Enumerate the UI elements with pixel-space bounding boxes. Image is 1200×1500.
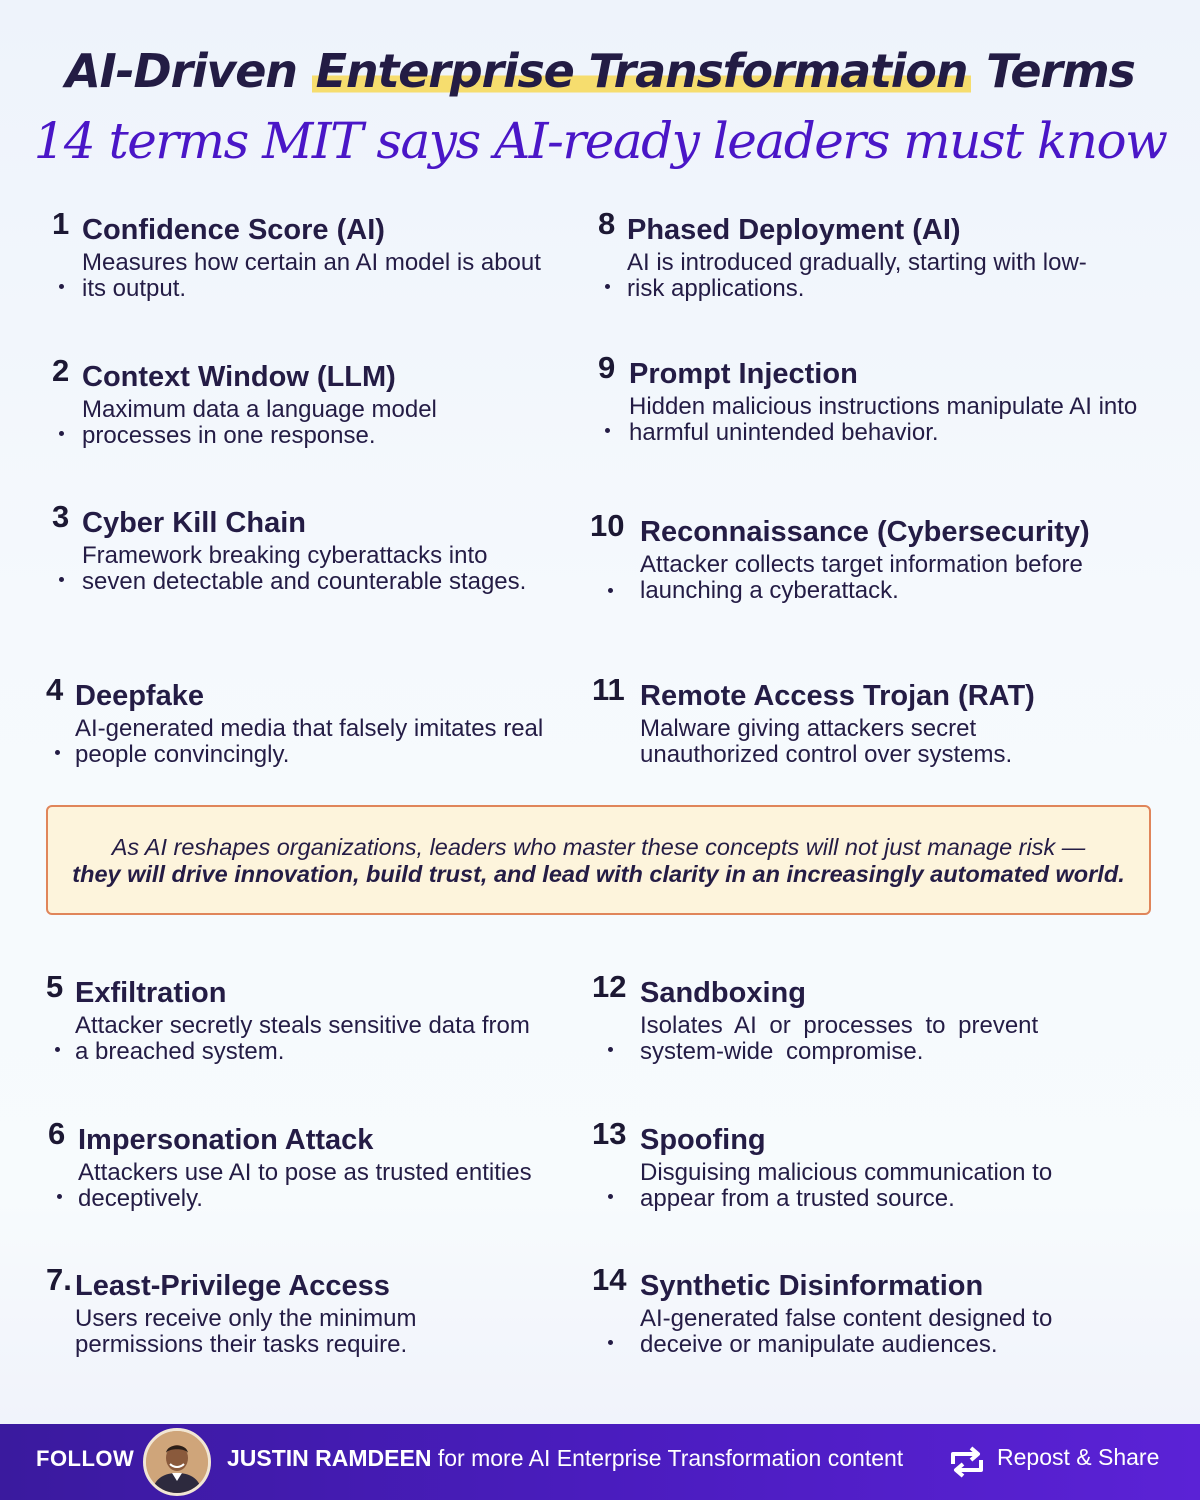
term-number: 4 (46, 672, 64, 707)
term-number: 3 (52, 499, 70, 534)
page-title (0, 44, 1200, 98)
bullet-icon (55, 1047, 60, 1052)
term-number: 7. (46, 1262, 72, 1297)
callout-box (46, 805, 1151, 915)
term-number: 2 (52, 353, 70, 388)
term-number: 13 (592, 1116, 627, 1151)
term-number: 14 (592, 1262, 627, 1297)
title-pre: AI-Driven (65, 44, 312, 98)
term-name: Confidence Score (AI) (82, 214, 385, 246)
repost-icon[interactable] (947, 1444, 987, 1480)
term-name: Synthetic Disinformation (640, 1270, 984, 1302)
footer-bar (0, 1424, 1200, 1500)
term-description: AI-generated media that falsely imitates real people convincingly. (75, 715, 544, 768)
title-post: Terms (971, 44, 1135, 98)
bullet-icon (59, 577, 64, 582)
promo-suffix: for more AI Enterprise Transformation content (431, 1445, 904, 1471)
term-name: Prompt Injection (629, 358, 858, 390)
term-number: 1 (52, 206, 70, 241)
term-name: Impersonation Attack (78, 1124, 374, 1156)
term-description: AI is introduced gradually, starting with low-risk applications. (627, 249, 1087, 302)
term-name: Spoofing (640, 1124, 766, 1156)
author-name[interactable]: JUSTIN RAMDEEN (227, 1445, 432, 1471)
term-name: Phased Deployment (AI) (627, 214, 961, 246)
follow-label: FOLLOW (36, 1446, 135, 1471)
page-subtitle: 14 terms MIT says AI-ready leaders must know (33, 112, 1167, 170)
term-description: Attackers use AI to pose as trusted entities deceptively. (78, 1159, 532, 1212)
term-number: 11 (592, 672, 625, 707)
repost-share-label[interactable]: Repost & Share (997, 1444, 1160, 1470)
term-name: Deepfake (75, 680, 204, 712)
avatar[interactable] (143, 1428, 211, 1496)
term-name: Reconnaissance (Cybersecurity) (640, 516, 1090, 548)
promo-text (227, 1445, 903, 1472)
term-name: Sandboxing (640, 977, 806, 1009)
bullet-icon (59, 284, 64, 289)
term-number: 5 (46, 969, 64, 1004)
bullet-icon (605, 284, 610, 289)
term-description: Isolates AI or processes to prevent system-wide compromise. (640, 1012, 1039, 1065)
term-number: 6 (48, 1116, 66, 1151)
term-name: Cyber Kill Chain (82, 507, 306, 539)
term-name: Exfiltration (75, 977, 227, 1009)
term-name: Least-Privilege Access (75, 1270, 390, 1302)
term-number: 8 (598, 206, 616, 241)
callout-line-2: they will drive innovation, build trust, and lead with clarity in an increasingly automated world. (72, 861, 1125, 887)
term-name: Context Window (LLM) (82, 361, 396, 393)
bullet-icon (608, 588, 613, 593)
term-description: Measures how certain an AI model is about its output. (82, 249, 541, 302)
bullet-icon (608, 1340, 613, 1345)
term-description: Framework breaking cyberattacks into seven detectable and counterable stages. (82, 542, 527, 595)
term-number: 9 (598, 350, 616, 385)
bullet-icon (59, 431, 64, 436)
term-description: Attacker collects target information before launching a cyberattack. (640, 551, 1083, 604)
term-description: Hidden malicious instructions manipulate AI into harmful unintended behavior. (629, 393, 1138, 446)
bullet-icon (57, 1194, 62, 1199)
bullet-icon (608, 1047, 613, 1052)
term-description: Disguising malicious communication to appear from a trusted source. (640, 1159, 1053, 1212)
term-number: 10 (590, 508, 625, 543)
callout-line-1: As AI reshapes organizations, leaders who master these concepts will not just manage risk — (111, 834, 1086, 860)
term-description: Users receive only the minimum permissions their tasks require. (75, 1305, 417, 1358)
term-number: 12 (592, 969, 627, 1004)
bullet-icon (605, 428, 610, 433)
title-highlight: Enterprise Transformation (312, 44, 972, 98)
bullet-icon (55, 750, 60, 755)
term-description: Malware giving attackers secret unauthorized control over systems. (640, 715, 1013, 768)
bullet-icon (608, 1194, 613, 1199)
term-description: Maximum data a language model processes in one response. (82, 396, 437, 449)
person-icon (146, 1431, 208, 1493)
term-name: Remote Access Trojan (RAT) (640, 680, 1035, 712)
term-description: Attacker secretly steals sensitive data from a breached system. (75, 1012, 530, 1065)
term-description: AI-generated false content designed to deceive or manipulate audiences. (640, 1305, 1053, 1358)
